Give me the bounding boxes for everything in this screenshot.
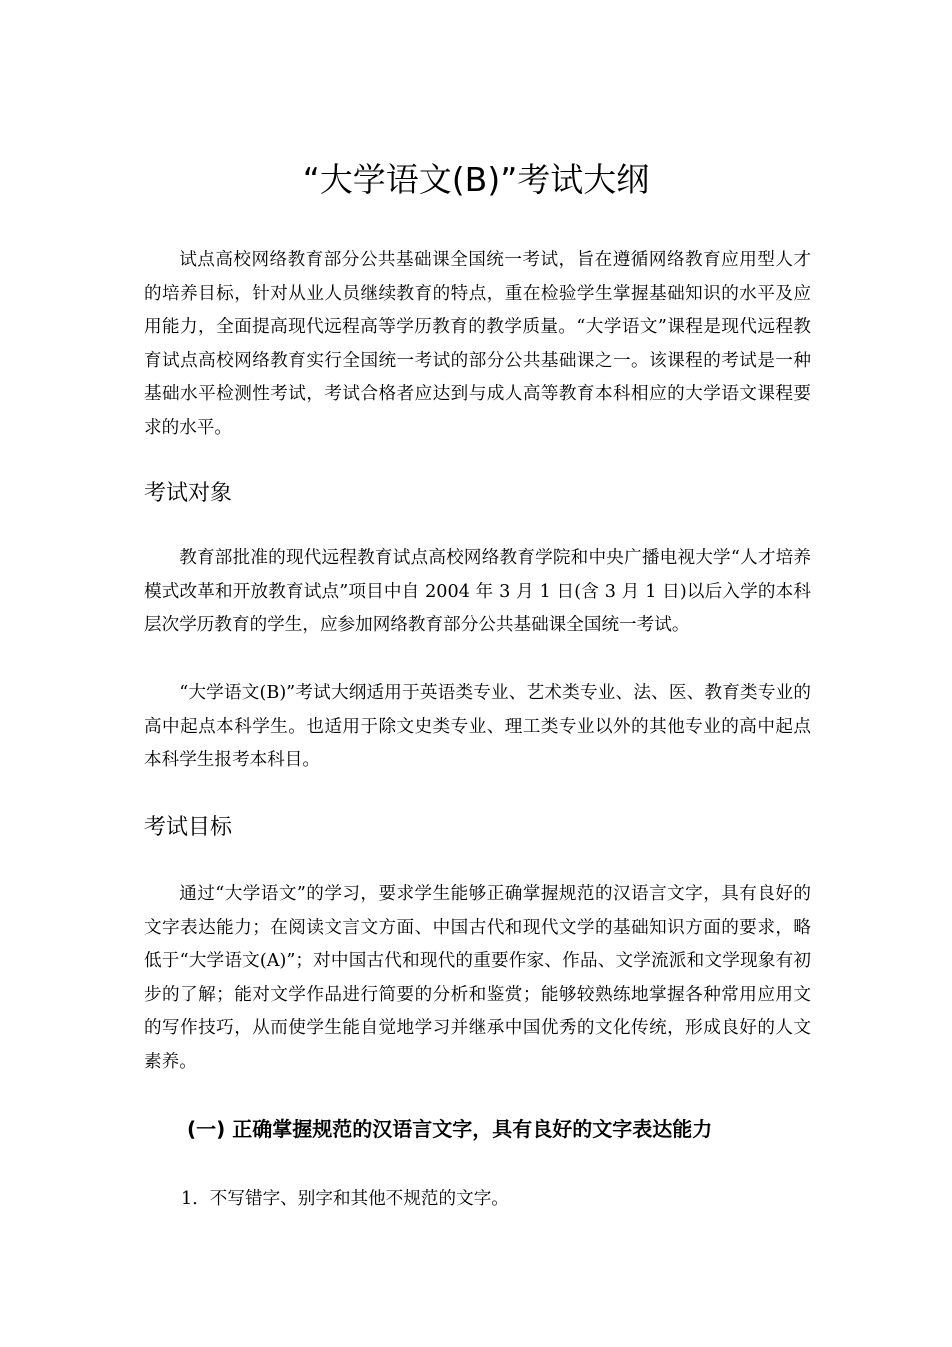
section-paragraph: “大学语文(B)”考试大纲适用于英语类专业、艺术类专业、法、医、教育类专业的高中起点本科学生。也适用于除文史类专业、理工类专业以外的其他专业的高中起点本科学生报考本科目。 bbox=[144, 683, 811, 771]
intro-paragraph: 试点高校网络教育部分公共基础课全国统一考试，旨在遵循网络教育应用型人才的培养目标，针对从业人员继续教育的特点，重在检验学生掌握基础知识的水平及应用能力，全面提高现代远程高等学历教育的教学质量。“大学语文”课程是现代远程教育试点高校网络教育实行全国统一考试的部分公共基础课之一。该课程的考试是一种基础水平检测性考试，考试合格者应达到与成人高等教育本科相应的大学语文课程要求的水平。 bbox=[144, 250, 811, 438]
list-item: 1．不写错字、别字和其他不规范的文字。 bbox=[181, 1189, 509, 1209]
section-heading-exam-goal: 考试目标 bbox=[144, 815, 233, 840]
subsection-heading: (一) 正确掌握规范的汉语言文字，具有良好的文字表达能力 bbox=[187, 1117, 713, 1141]
document-title: “大学语文(B)”考试大纲 bbox=[302, 160, 650, 199]
section-paragraph: 通过“大学语文”的学习，要求学生能够正确掌握规范的汉语言文字，具有良好的文字表达能力；在阅读文言文方面、中国古代和现代文学的基础知识方面的要求，略低于“大学语文(A)”；对中国古代和现代的重要作家、作品、文学流派和文学现象有初步的了解；能对文学作品进行简要的分析和鉴赏；能够较熟练地掌握各种常用应用文的写作技巧，从而使学生能自觉地学习并继承中国优秀的文化传统，形成良好的人文素养。 bbox=[144, 884, 811, 1072]
section-heading-exam-target: 考试对象 bbox=[144, 481, 233, 506]
section-paragraph: 教育部批准的现代远程教育试点高校网络教育学院和中央广播电视大学“人才培养模式改革和开放教育试点”项目中自 2004 年 3 月 1 日(含 3 月 1 日)以后入学的本科层次学历教育的学生，应参加网络教育部分公共基础课全国统一考试。 bbox=[144, 548, 811, 636]
